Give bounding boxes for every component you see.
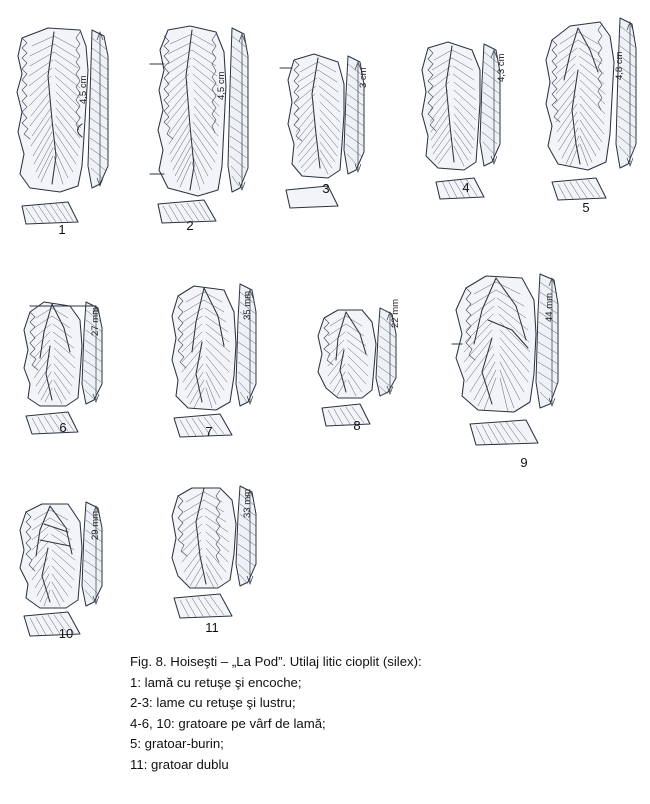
dimension-label-1: 4,5 cm <box>78 75 89 104</box>
caption-line-6: 11: gratoar dublu <box>130 756 229 772</box>
artifact-number-6: 6 <box>59 420 67 435</box>
artifact-number-3: 3 <box>322 181 330 196</box>
artifact-drawing-7 <box>160 272 270 422</box>
caption-line-4: 4-6, 10: gratoare pe vârf de lamă; <box>130 715 326 731</box>
artifact-number-2: 2 <box>186 218 194 233</box>
dimension-label-5: 4,8 cm <box>614 51 625 80</box>
artifact-drawing-11 <box>160 474 270 604</box>
caption-line-3: 2-3: lame cu retuşe şi lustru; <box>130 695 296 710</box>
artifact-drawing-9 <box>440 260 570 450</box>
dimension-label-11: 33 mm <box>242 488 253 518</box>
caption-line-5: 5: gratoar-burin; <box>130 736 224 751</box>
dimension-label-10: 29 mm <box>90 510 101 540</box>
figure-caption <box>130 652 600 775</box>
artifact-number-9: 9 <box>520 455 528 470</box>
dimension-label-7: 35 mm <box>242 290 253 320</box>
dimension-label-4: 4,3 cm <box>496 53 507 82</box>
artifact-number-8: 8 <box>353 418 361 433</box>
artifact-drawing-3 <box>278 44 373 189</box>
caption-line-2: 1: lamă cu retuşe şi encoche; <box>130 674 302 690</box>
artifact-number-1: 1 <box>58 222 66 237</box>
artifact-number-10: 10 <box>58 626 74 641</box>
dimension-label-8: 22 mm <box>390 298 401 328</box>
dimension-label-9: 44 mm <box>544 292 555 322</box>
artifact-number-5: 5 <box>582 200 590 215</box>
artifact-drawing-5 <box>534 10 644 200</box>
caption-line-1: Fig. 8. Hoiseşti – „La Pod”. Utilaj litic cioplit (silex): <box>130 654 422 669</box>
artifact-drawing-4 <box>412 34 507 184</box>
artifact-drawing-2 <box>146 16 256 226</box>
artifact-number-4: 4 <box>462 180 470 195</box>
dimension-label-3: 3 cm <box>358 67 369 88</box>
dimension-label-6: 27 mm <box>90 306 101 336</box>
dimension-label-2: 4,5 cm <box>216 71 227 100</box>
artifact-drawing-1 <box>8 16 118 236</box>
artifact-number-7: 7 <box>205 424 213 439</box>
artifact-drawing-10 <box>10 488 115 623</box>
artifact-number-11: 11 <box>205 620 219 635</box>
